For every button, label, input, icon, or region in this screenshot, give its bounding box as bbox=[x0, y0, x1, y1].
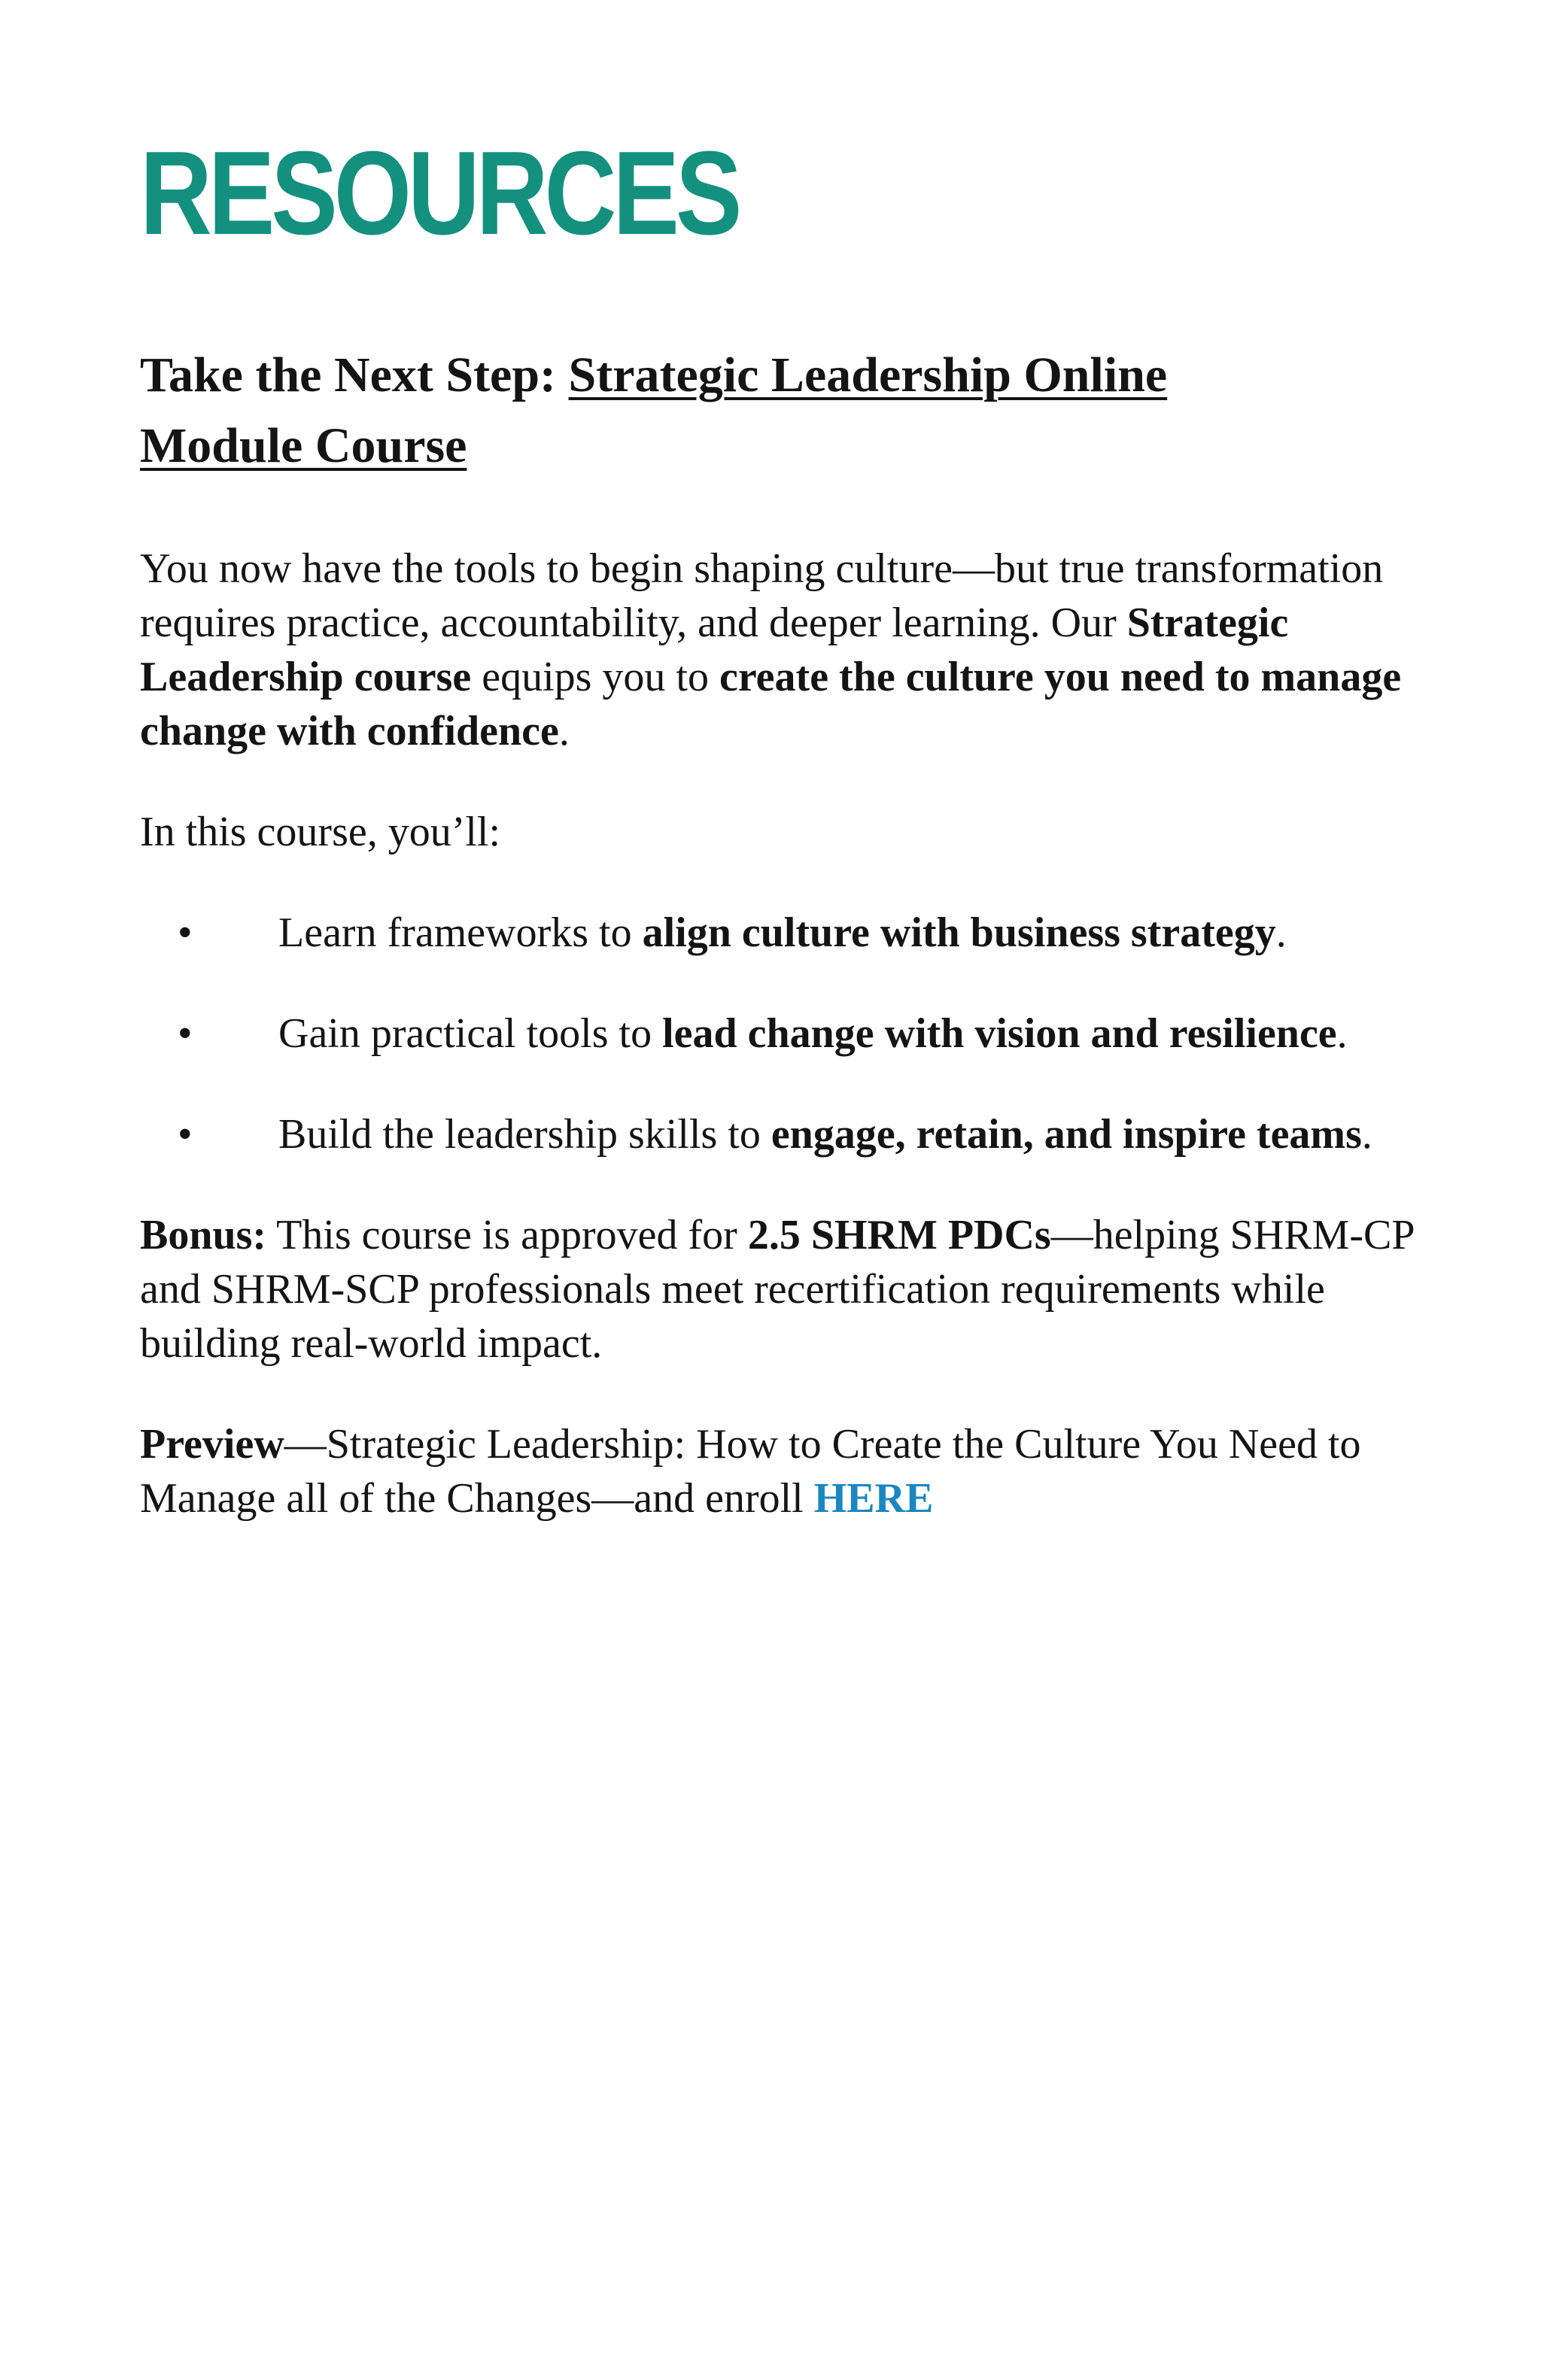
intro-text-3: . bbox=[558, 708, 570, 754]
preview-label: Preview bbox=[140, 1421, 284, 1468]
list-item-end: . bbox=[1275, 909, 1287, 956]
preview-text: —Strategic Leadership: How to Create the Culture You Need to Manage all of the Changes—and enroll bbox=[140, 1421, 1361, 1522]
intro-paragraph bbox=[140, 542, 1419, 758]
list-item bbox=[140, 906, 1407, 960]
list-item-bold: engage, retain, and inspire teams bbox=[770, 1111, 1362, 1158]
list-item-bold: align culture with business strategy bbox=[642, 909, 1276, 956]
intro-bold-2: create the culture you need to manage change with confidence bbox=[140, 654, 1402, 754]
benefits-list bbox=[140, 906, 1419, 1161]
list-item-text: Build the leadership skills to bbox=[278, 1111, 771, 1158]
bonus-label: Bonus: bbox=[140, 1212, 267, 1258]
course-link[interactable]: Strategic Leadership Online Module Course bbox=[140, 348, 1168, 473]
preview-paragraph bbox=[140, 1417, 1419, 1525]
section-heading bbox=[140, 340, 1314, 481]
list-item bbox=[140, 1107, 1407, 1161]
intro-text-1: You now have the tools to begin shaping culture—but true transformation requires practice, accountability, and deeper learning. Our bbox=[140, 545, 1384, 646]
enroll-here-link[interactable]: HERE bbox=[813, 1475, 934, 1522]
list-item-end: . bbox=[1336, 1010, 1348, 1057]
list-item bbox=[140, 1006, 1407, 1061]
resources-content bbox=[140, 340, 1419, 1572]
bullet-icon: • bbox=[178, 909, 193, 956]
bullet-icon: • bbox=[178, 1111, 193, 1158]
intro-bold-1: Strategic Leadership course bbox=[140, 600, 1289, 700]
list-item-bold: lead change with vision and resilience bbox=[662, 1010, 1337, 1057]
bonus-text-1: This course is approved for bbox=[266, 1212, 748, 1258]
bonus-pdc-count: 2.5 SHRM PDCs bbox=[747, 1212, 1051, 1258]
bonus-text-2: —helping SHRM-CP and SHRM-SCP professionals meet recertification requirements while building real-world impact. bbox=[140, 1212, 1414, 1367]
list-item-text: Learn frameworks to bbox=[278, 909, 643, 956]
section-heading-prefix: Take the Next Step: bbox=[140, 348, 569, 402]
intro-text-2: equips you to bbox=[471, 654, 719, 700]
bonus-paragraph bbox=[140, 1208, 1419, 1371]
lead-in-text: In this course, you’ll: bbox=[140, 809, 501, 855]
list-item-text: Gain practical tools to bbox=[278, 1010, 663, 1057]
list-item-end: . bbox=[1361, 1111, 1372, 1158]
page-title: RESOURCES bbox=[140, 127, 739, 260]
bullet-icon: • bbox=[178, 1010, 193, 1057]
